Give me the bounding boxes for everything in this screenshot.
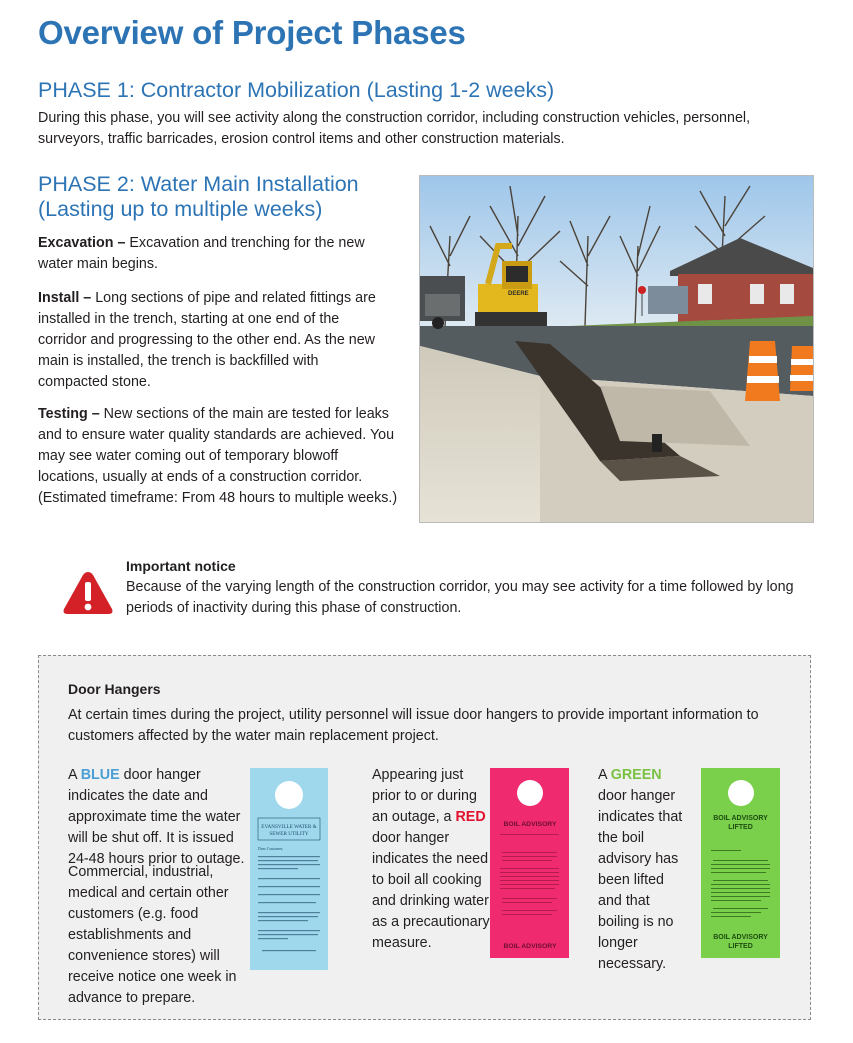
blue-card-heading-1: EVANSVILLE WATER & xyxy=(261,824,317,830)
item-term: Excavation – xyxy=(38,235,126,251)
phase1-text: During this phase, you will see activity along the construction corridor, including construction vehicles, personnel, surveyors, traffic barricades, erosion control items and other construction materials. xyxy=(38,110,751,147)
door-hangers-title: Door Hangers xyxy=(68,681,161,697)
item-text: Long sections of pipe and related fittings are installed in the trench, starting at one end of the corridor and progressing to the other end. As the new main is installed, the trench is backfilled with compacted stone. xyxy=(38,290,376,390)
page-title: Overview of Project Phases xyxy=(38,14,466,51)
blue-prefix: A xyxy=(68,767,81,783)
red-card-top-label: BOIL ADVISORY xyxy=(503,821,557,828)
phase2-item-excavation xyxy=(38,233,383,275)
phase1-heading: PHASE 1: Contractor Mobilization (Lasting 1-2 weeks) xyxy=(38,78,555,102)
excavator-brand: DEERE xyxy=(508,291,529,297)
notice-text: Because of the varying length of the construction corridor, you may see activity for a time followed by long periods of inactivity during this phase of construction. xyxy=(126,579,794,616)
construction-photo xyxy=(419,175,814,523)
door-hangers-intro: At certain times during the project, utility personnel will issue door hangers to provide important information to customers affected by the water main replacement project. xyxy=(68,707,759,744)
phase2-heading-line1: PHASE 2: Water Main Installation xyxy=(38,172,359,196)
green-card-top-label: BOIL ADVISORY LIFTED xyxy=(713,815,768,831)
blue-door-hanger-image xyxy=(250,768,328,970)
item-text: Excavation and trenching for the new water main begins. xyxy=(38,235,365,272)
warning-triangle-icon xyxy=(62,570,114,616)
blue-color-word: BLUE xyxy=(80,767,120,783)
red-card-bottom-label: BOIL ADVISORY xyxy=(503,943,557,950)
blue-after: door hanger indicates the date and approximate time the water will be shut off. It is issued 24-48 hours prior to outage. xyxy=(68,767,245,867)
green-hanger-description xyxy=(598,765,688,975)
phase2-item-testing xyxy=(38,404,398,509)
blue-hanger-note: Commercial, industrial, medical and certain other customers (e.g. food establishments and convenience stores) will receive notice one week in advance to prepare. xyxy=(68,864,237,1006)
blue-card-heading-2: SEWER UTILITY xyxy=(269,831,309,837)
red-prefix: Appearing just prior to or during an outage, a xyxy=(372,767,477,825)
blue-hanger-description xyxy=(68,765,246,870)
green-prefix: A xyxy=(598,767,611,783)
green-door-hanger-image xyxy=(701,768,780,958)
red-color-word: RED xyxy=(455,809,486,825)
phase2-item-install xyxy=(38,288,383,393)
phase2-heading-line2: (Lasting up to multiple weeks) xyxy=(38,197,323,221)
item-text: New sections of the main are tested for leaks and to ensure water quality standards are achieved. You may see water coming out of temporary blowoff locations, usually at ends of a construction corridor. (Estimated timeframe: From 48 hours to multiple weeks.) xyxy=(38,406,398,506)
green-color-word: GREEN xyxy=(610,767,662,783)
red-hanger-description xyxy=(372,765,492,954)
phase2-heading xyxy=(38,172,359,222)
item-term: Testing – xyxy=(38,406,100,422)
green-after: door hanger indicates that the boil advisory has been lifted and that boiling is no longer necessary. xyxy=(598,788,683,972)
green-card-bottom-label: BOIL ADVISORY LIFTED xyxy=(713,934,768,950)
item-term: Install – xyxy=(38,290,92,306)
red-after: door hanger indicates the need to boil all cooking and drinking water as a precautionary measure. xyxy=(372,830,490,951)
blue-card-salutation: Dear Customer, xyxy=(258,846,284,851)
notice-title: Important notice xyxy=(126,558,236,574)
red-door-hanger-image xyxy=(490,768,569,958)
